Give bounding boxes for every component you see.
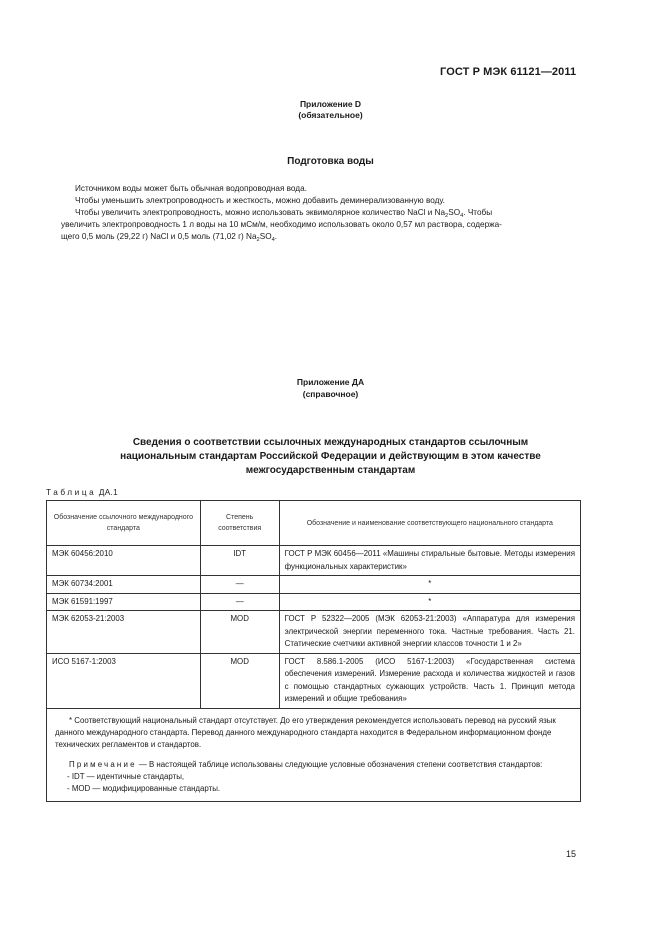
table-footnote-cell	[47, 708, 581, 801]
cell-ref: МЭК 62053-21:2003	[47, 611, 201, 654]
paragraph-1: Источником воды может быть обычная водопроводная вода.	[75, 184, 307, 193]
note-title: Примечание	[69, 759, 137, 769]
table-label: Таблица ДА.1	[46, 488, 118, 497]
note-item: - IDT — идентичные стандарты,	[67, 771, 185, 781]
standards-table	[46, 500, 581, 802]
cell-national: ГОСТ Р МЭК 60456—2011 «Машины стиральные бытовые. Методы измерения функциональных характеристик»	[279, 546, 580, 576]
cell-national: *	[279, 576, 580, 594]
cell-national: ГОСТ Р 52322—2005 (МЭК 62053-21:2003) «Аппаратура для измерения электрической энергии переменного тока. Частные требования. Часть 21. Статические счетчики активной энергии классов точности 1 и 2»	[279, 611, 580, 654]
cell-national: *	[279, 593, 580, 611]
paragraph-3-line-3: щего 0,5 моль (29,22 г) NaCl и 0,5 моль (71,02 г) $Na_2SO_4$.	[61, 232, 278, 243]
paragraph-3-line-2: увеличить электропроводность 1 л воды на 10 мСм/м, необходимо использовать около 0,57 мл раствора, содержа-	[61, 220, 502, 229]
cell-ref: МЭК 60456:2010	[47, 546, 201, 576]
header-degree: Степень соответствия	[200, 501, 279, 546]
cell-ref: ИСО 5167-1:2003	[47, 653, 201, 708]
document-code: ГОСТ Р МЭК 61121—2011	[440, 66, 577, 78]
cell-degree: —	[200, 593, 279, 611]
table-row	[47, 653, 581, 708]
annex-d-title: Приложение D	[299, 99, 362, 109]
annex-d-subtitle: (обязательное)	[298, 110, 363, 120]
section-title: Подготовка воды	[287, 156, 374, 167]
cell-degree: —	[200, 576, 279, 594]
footnote-text: * Соответствующий национальный стандарт отсутствует. До его утверждения рекомендуется использовать перевод на русский язык данного международного стандарта. Перевод данного международного стандарта находится в Федеральном информационном фонде технических регламентов и стандартов.	[55, 715, 556, 749]
header-national: Обозначение и наименование соответствующего национального стандарта	[279, 501, 580, 546]
table-row	[47, 593, 581, 611]
annex-da-subtitle: (справочное)	[302, 389, 359, 399]
note-item: - MOD — модифицированные стандарты.	[67, 783, 221, 793]
paragraph-3-line-1: Чтобы увеличить электропроводность, можно использовать эквимолярное количество NaCl и $Na_2SO_4$. Чтобы	[75, 208, 493, 219]
annex-da-heading-line-2: национальным стандартам Российской Федерации и действующим в этом качестве	[120, 451, 541, 462]
header-ref: Обозначение ссылочного международного стандарта	[47, 501, 201, 546]
annex-da-title: Приложение ДА	[296, 377, 365, 387]
table-row	[47, 576, 581, 594]
paragraph-2: Чтобы уменьшить электропроводность и жесткость, можно добавить деминерализованную воду.	[75, 196, 445, 205]
table-footer-row	[47, 708, 581, 801]
table-row	[47, 611, 581, 654]
annex-da-heading-line-1: Сведения о соответствии ссылочных международных стандартов ссылочным	[132, 437, 529, 448]
cell-degree: MOD	[200, 611, 279, 654]
cell-degree: MOD	[200, 653, 279, 708]
table-header-row	[47, 501, 581, 546]
cell-national: ГОСТ 8.586.1-2005 (ИСО 5167-1:2003) «Государственная система обеспечения измерений. Измерение расхода и количества жидкостей и газов с помощью стандартных сужающих устройств. Часть 1. Принцип метода измерений и общие требования»	[279, 653, 580, 708]
note-paragraph	[55, 759, 572, 771]
cell-ref: МЭК 60734:2001	[47, 576, 201, 594]
cell-degree: IDT	[200, 546, 279, 576]
note-text: — В настоящей таблице использованы следующие условные обозначения степени соответствия стандартов:	[138, 759, 543, 769]
table-row	[47, 546, 581, 576]
page-number: 15	[566, 849, 577, 859]
annex-da-heading-line-3: межгосударственным стандартам	[245, 465, 416, 476]
cell-ref: МЭК 61591:1997	[47, 593, 201, 611]
